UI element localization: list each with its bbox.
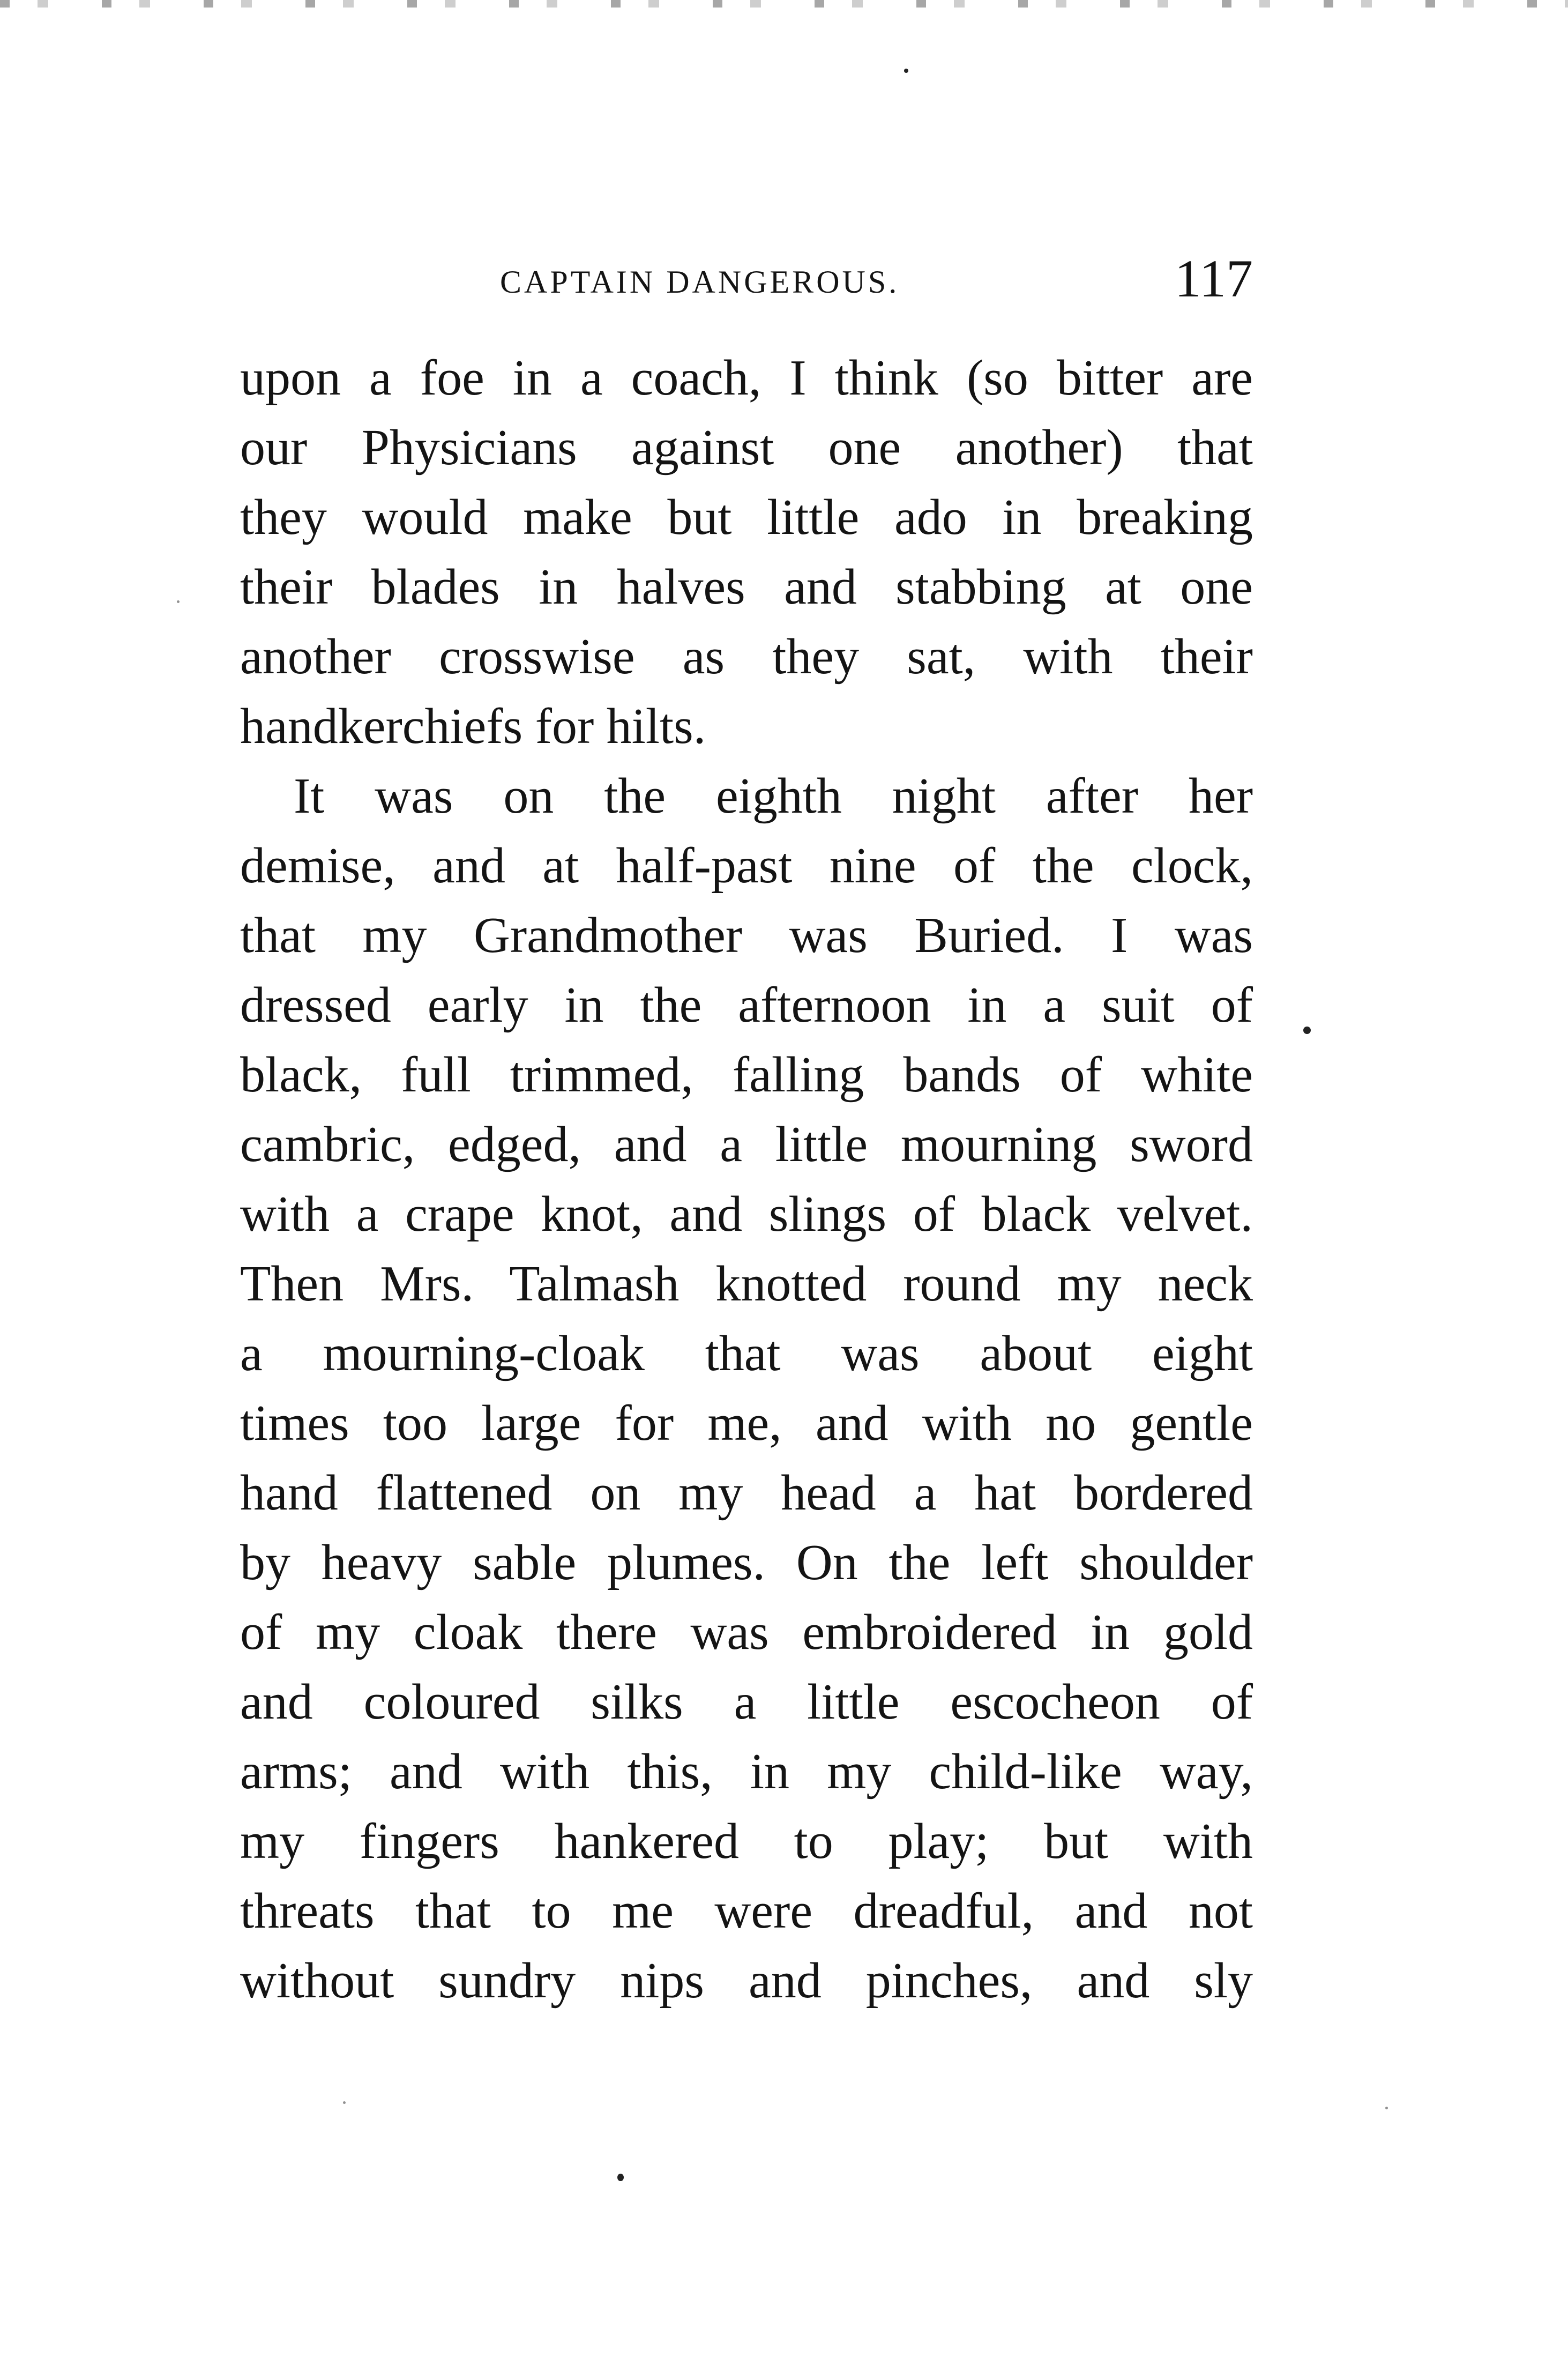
print-speck <box>343 2101 346 2104</box>
paragraph-2 <box>240 761 1253 2016</box>
text-line: It was on the eighth night after her <box>294 768 1253 824</box>
text-line: another crosswise as they sat, with their <box>240 629 1253 685</box>
text-line: that my Grandmother was Buried. I was <box>240 908 1253 963</box>
text-line: and coloured silks a little escocheon of <box>240 1674 1253 1730</box>
print-speck <box>617 2174 624 2181</box>
print-speck <box>177 600 180 603</box>
text-line: times too large for me, and with no gentle <box>240 1395 1253 1451</box>
page-header <box>240 248 1253 312</box>
text-line: dressed early in the afternoon in a suit of <box>240 977 1253 1033</box>
body-text <box>240 343 1253 2016</box>
text-line: Then Mrs. Talmash knotted round my neck <box>240 1256 1253 1312</box>
running-title: CAPTAIN DANGEROUS. <box>500 264 900 300</box>
text-line: arms; and with this, in my child-like way, <box>240 1744 1253 1800</box>
page-top-edge-bleed <box>0 0 1568 8</box>
text-line: black, full trimmed, falling bands of white <box>240 1047 1253 1103</box>
text-line: by heavy sable plumes. On the left shoulder <box>240 1535 1253 1590</box>
text-line: my fingers hankered to play; but with <box>240 1813 1253 1869</box>
text-line: with a crape knot, and slings of black velvet. <box>240 1186 1253 1242</box>
print-speck <box>1303 1027 1311 1034</box>
text-line: their blades in halves and stabbing at one <box>240 559 1253 615</box>
text-line: threats that to me were dreadful, and not <box>240 1883 1253 1939</box>
text-line: our Physicians against one another) that <box>240 420 1253 475</box>
paragraph-1 <box>240 343 1253 761</box>
text-line: without sundry nips and pinches, and sly <box>240 1953 1253 2009</box>
text-line: of my cloak there was embroidered in gold <box>240 1604 1253 1660</box>
print-speck <box>1385 2107 1388 2109</box>
print-speck <box>904 69 908 73</box>
page-number: 117 <box>1174 249 1253 308</box>
text-line: demise, and at half-past nine of the clock, <box>240 838 1253 894</box>
text-line: a mourning-cloak that was about eight <box>240 1326 1253 1381</box>
text-line: upon a foe in a coach, I think (so bitter are <box>240 350 1253 406</box>
text-line: they would make but little ado in breaking <box>240 489 1253 545</box>
text-line: handkerchiefs for hilts. <box>240 698 706 754</box>
text-line: cambric, edged, and a little mourning sword <box>240 1117 1253 1172</box>
text-line: hand flattened on my head a hat bordered <box>240 1465 1253 1521</box>
